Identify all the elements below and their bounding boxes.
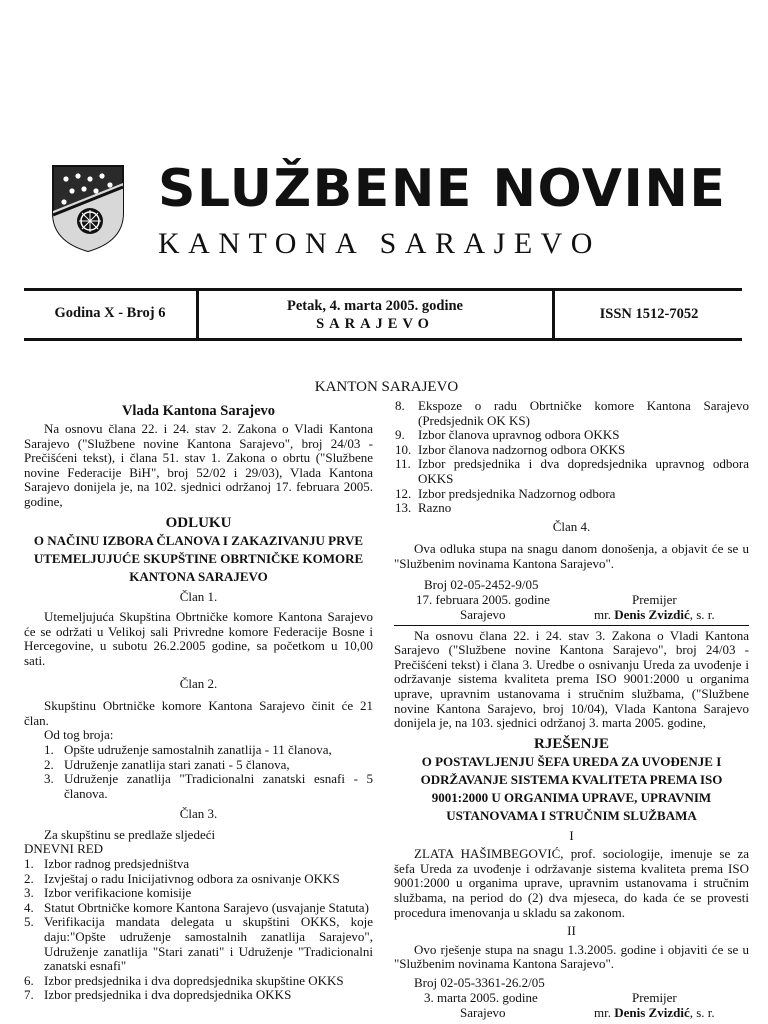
list-item: 9. Izbor članova upravnog odbora OKKS (395, 427, 620, 443)
document-date: 17. februara 2005. godine (416, 591, 550, 607)
article-title: Član 1. (179, 588, 218, 604)
agenda-list (4, 857, 373, 1003)
list-item: 13. Razno (395, 500, 452, 516)
issuer-title: Vlada Kantona Sarajevo (121, 403, 276, 419)
section-heading: KANTON SARAJEVO (314, 379, 459, 395)
header-rule-bottom (24, 338, 742, 341)
issn: ISSN 1512-7052 (599, 306, 699, 322)
list-item: 8. Ekspoze o radu Obrtničke komore Kantona Sarajevo (Predsjednik OK KS) (395, 398, 749, 428)
act-subject: O NAČINU IZBORA ČLANOVA I ZAKAZIVANJU PRVE UTEMELJUJUĆE SKUPŠTINE OBRTNIČKE KOMORE KANTONA SARAJEVO (33, 532, 364, 584)
section-text: Ovo rješenje stupa na snagu 1.3.2005. godine i objaviti će se u "Službenim novinama Kantona Sarajevo". (394, 941, 749, 972)
list-item: 1. Izbor radnog predsjedništva (24, 856, 190, 872)
section-number: II (567, 923, 576, 939)
masthead-title: SLUŽBENE NOVINE (158, 159, 727, 219)
document-number: Broj 02-05-2452-9/05 (424, 576, 539, 592)
masthead-subtitle: KANTONA SARAJEVO (158, 227, 601, 260)
act-title: ODLUKU (165, 514, 232, 531)
article-text: Skupštinu Obrtničke komore Kantona Sarajevo činit će 21 član. (24, 698, 373, 728)
list-item: 12. Izbor predsjednika Nadzornog odbora (395, 485, 616, 501)
list-item: 1. Opšte udruženje samostalnih zanatlija - 11 članova, (44, 741, 332, 757)
signature-block (394, 976, 749, 1020)
signature-block (394, 578, 749, 622)
article-text: Za skupštinu se predlaže sljedeći (44, 826, 216, 842)
left-column (24, 399, 373, 1003)
header-divider (552, 291, 555, 338)
agenda-label: DNEVNI RED (24, 841, 104, 857)
header-rule-top (24, 288, 742, 291)
signatory-role: Premijer (632, 591, 677, 607)
list-item: 7. Izbor predsjednika i dva dopredsjednika OKKS (24, 987, 292, 1003)
document-place: Sarajevo (460, 1005, 506, 1021)
list-item: 2. Udruženje zanatlija stari zanati - 5 članova, (44, 756, 290, 772)
signatory: mr. Denis Zvizdić, s. r. (594, 606, 715, 622)
list-item: 10. Izbor članova nadzornog odbora OKKS (395, 441, 626, 457)
member-list (24, 743, 373, 801)
document-separator (394, 625, 749, 626)
agenda-list-continued (374, 399, 749, 516)
document-place: Sarajevo (460, 606, 506, 622)
signatory: mr. Denis Zvizdić, s. r. (594, 1005, 715, 1021)
list-item: 2. Izvještaj o radu Inicijativnog odbora za osnivanje OKKS (24, 870, 340, 886)
preamble-text: Na osnovu člana 22. i 24. stav 3. Zakona o Vladi Kantona Sarajevo ("Službene novine Kantona Sarajevo", broj 24/03 - Prečišćeni tekst) i člana 3. Uredbe o osnivanju Ureda za uvođenje i održavanje sistema kvaliteta prema ISO 9001:2000 u organima uprave, upravnim ustanovama i stručnim službama, ("Službene novine Kantona Sarajevo, broj 10/04), Vlada Kantona Sarajevo donijela je, na 103. sjednici održanoj 3. marta 2005. godine, (394, 627, 749, 731)
section-text: ZLATA HAŠIMBEGOVIĆ, prof. sociologije, imenuje se za šefa Ureda za uvođenje i održavanje sistema kvaliteta prema ISO 9001:2000 u organima uprave, upravnim ustanovama i stručnim službama, na period do (2) dva mjeseca, do kada će se provesti procedura imenovanja u skladu sa zakonom. (394, 846, 749, 920)
document-number: Broj 02-05-3361-26.2/05 (414, 975, 545, 991)
issue-city: SARAJEVO (316, 316, 434, 332)
act-title: RJEŠENJE (533, 735, 610, 752)
issue-date: Petak, 4. marta 2005. godine (287, 298, 463, 314)
header-divider (196, 291, 199, 338)
article-title: Član 4. (552, 518, 591, 534)
list-item: 3. Udruženje zanatlija "Tradicionalni zanatski esnafi - 5 članova. (44, 771, 373, 801)
document-date: 3. marta 2005. godine (424, 990, 538, 1006)
article-title: Član 3. (179, 806, 218, 822)
list-item: 6. Izbor predsjednika i dva dopredsjednika skupštine OKKS (24, 972, 344, 988)
list-item: 4. Statut Obrtničke komore Kantona Sarajevo (usvajanje Statuta) (24, 899, 369, 915)
list-item: 3. Izbor verifikacione komisije (24, 885, 192, 901)
act-subject: O POSTAVLJENJU ŠEFA UREDA ZA UVOĐENJE I ODRŽAVANJE SISTEMA KVALITETA PREMA ISO 9001:2000 U ORGANIMA UPRAVE, UPRAVNIM USTANOVAMA I STRUČNIM SLUŽBAMA (420, 753, 723, 823)
coat-of-arms-logo (50, 163, 126, 253)
signatory-role: Premijer (632, 990, 677, 1006)
article-text: Ova odluka stupa na snagu danom donošenja, a objavit će se u "Službenim novinama Kantona Sarajevo". (394, 541, 749, 571)
issue-number: Godina X - Broj 6 (54, 305, 166, 321)
article-title: Član 2. (179, 675, 218, 691)
article-text: Od tog broja: (44, 727, 114, 743)
list-item: 5. Verifikacija mandata delegata u skupštini OKKS, koje daju:"Opšte udruženje samostalnih zanatlija Sarajevo", Udruženje zanatlija "Stari zanati" i Udruženje "Tradicionalni zanatski esnafi" (24, 914, 373, 974)
list-item: 11. Izbor predsjednika i dva dopredsjednika upravnog odbora OKKS (395, 456, 749, 486)
right-column (394, 399, 749, 1020)
preamble-text: Na osnovu člana 22. i 24. stav 2. Zakona o Vladi Kantona Sarajevo ("Službene novine Kantona Sarajevo", broj 24/03 - Prečišćeni tekst), i člana 51. stav 1. Zakona o obrtu ("Službene novine Federacije BiH", broj 52/02 i 29/03), Vlada Kantona Sarajevo donijela je, na 102. sjednici održanoj 17. februara 2005. godine, (24, 421, 373, 509)
article-text: Utemeljujuća Skupština Obrtničke komore Kantona Sarajevo će se održati u Velikoj sali Privredne komore Federacije Bosne i Hercegovine, u subotu 26.2.2005 godine, sa početkom u 10,00 sati. (24, 609, 373, 668)
section-number: I (569, 827, 574, 843)
